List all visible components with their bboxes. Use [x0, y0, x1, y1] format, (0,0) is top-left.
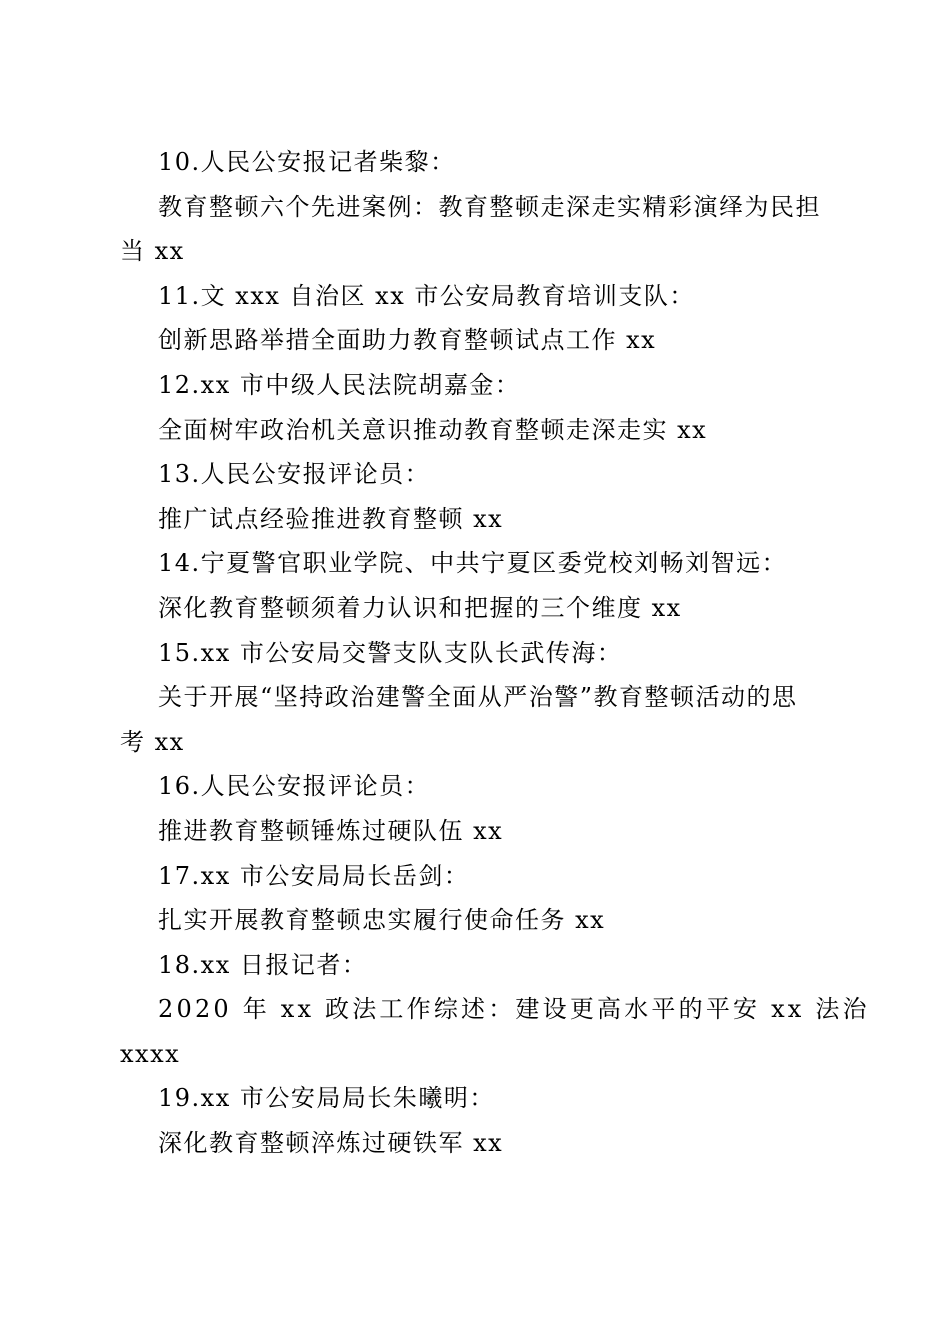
- entry-11-title: 创新思路举措全面助力教育整顿试点工作 xx: [158, 326, 657, 355]
- entry-15-title: 关于开展“坚持政治建警全面从严治警”教育整顿活动的思: [158, 683, 798, 712]
- entry-17-title: 扎实开展教育整顿忠实履行使命任务 xx: [158, 906, 606, 935]
- entry-16-heading: 16.人民公安报评论员：: [158, 772, 431, 801]
- entry-11-heading: 11.文 xxx 自治区 xx 市公安局教育培训支队：: [158, 281, 695, 310]
- entry-17-heading: 17.xx 市公安局局长岳剑：: [158, 861, 470, 890]
- entry-19-title: 深化教育整顿淬炼过硬铁军 xx: [158, 1129, 504, 1158]
- entry-10-title: 教育整顿六个先进案例：教育整顿走深走实精彩演绎为民担: [158, 192, 821, 221]
- entry-14-heading: 14.宁夏警官职业学院、中共宁夏区委党校刘畅刘智远：: [158, 549, 788, 578]
- entry-18-title: 2020 年 xx 政法工作综述：建设更高水平的平安 xx 法治: [158, 995, 870, 1024]
- entry-15-heading: 15.xx 市公安局交警支队支队长武传海：: [158, 638, 623, 667]
- entry-19-heading: 19.xx 市公安局局长朱曦明：: [158, 1084, 495, 1113]
- entry-12-heading: 12.xx 市中级人民法院胡嘉金：: [158, 370, 521, 399]
- document-body: [120, 140, 870, 1166]
- entry-10-title-continued: 当 xx: [120, 237, 185, 266]
- entry-10-heading: 10.人民公安报记者柴黎：: [158, 148, 456, 176]
- entry-16-title: 推进教育整顿锤炼过硬队伍 xx: [158, 816, 504, 845]
- entry-18-heading: 18.xx 日报记者：: [158, 950, 368, 979]
- entry-18-title-continued: xxxx: [120, 1039, 181, 1068]
- entry-14-title: 深化教育整顿须着力认识和把握的三个维度 xx: [158, 593, 682, 622]
- entry-13-heading: 13.人民公安报评论员：: [158, 460, 431, 489]
- entry-15-title-continued: 考 xx: [120, 727, 185, 756]
- entry-12-title: 全面树牢政治机关意识推动教育整顿走深走实 xx: [158, 415, 708, 444]
- entry-13-title: 推广试点经验推进教育整顿 xx: [158, 504, 504, 533]
